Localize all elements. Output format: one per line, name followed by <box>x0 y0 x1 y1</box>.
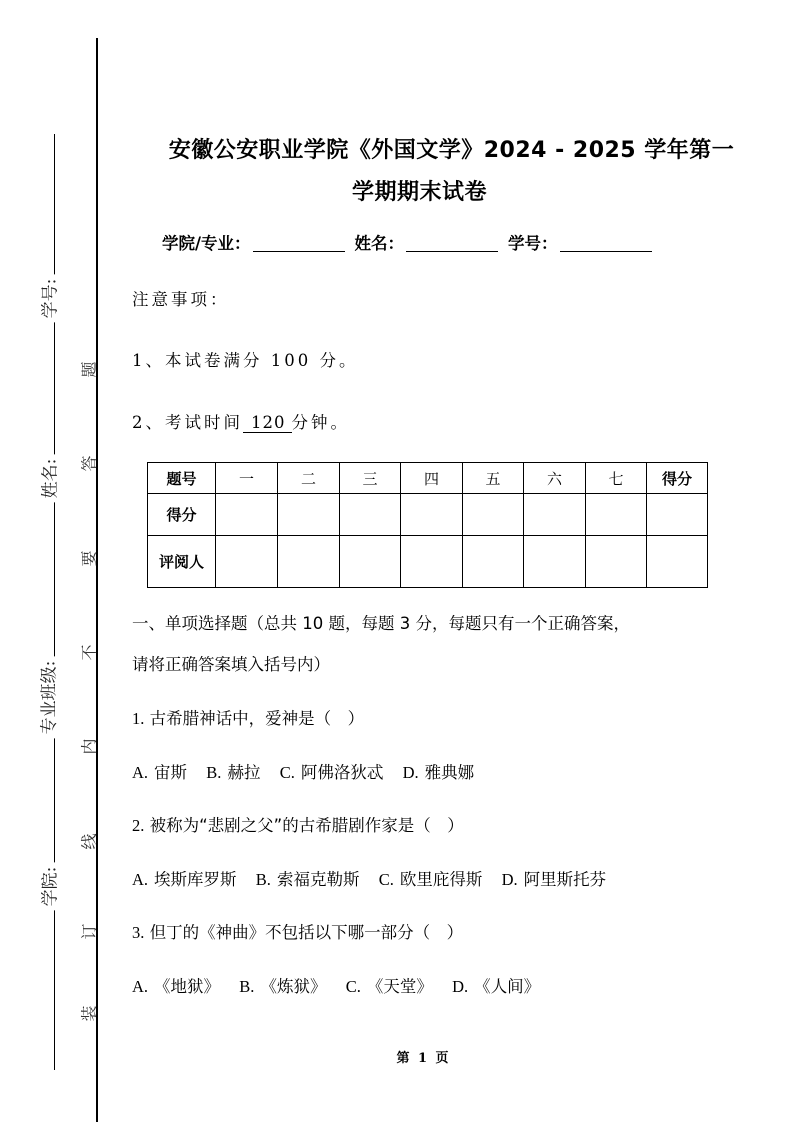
page-number: 第 1 页 <box>396 1051 449 1066</box>
score-table-header-row <box>148 463 708 494</box>
question-2-options <box>132 866 620 890</box>
reviewer-cell[interactable] <box>401 536 463 588</box>
option-text: 阿里斯托芬 <box>523 870 607 889</box>
option-text: 埃斯库罗斯 <box>154 870 237 889</box>
option-letter: C. <box>345 977 361 996</box>
margin-char-nei: 内 <box>79 738 99 755</box>
reviewer-cell[interactable] <box>278 536 340 588</box>
header-cell-1: 一 <box>216 463 278 494</box>
option-text: 《炼狱》 <box>260 977 327 996</box>
header-cell-question-number: 题号 <box>148 463 216 494</box>
question-3 <box>132 919 463 943</box>
college-major-field[interactable] <box>253 233 345 252</box>
option-a[interactable] <box>132 763 187 782</box>
option-text: 雅典娜 <box>424 763 475 782</box>
exam-title-line2: 学期期末试卷 <box>351 180 487 205</box>
option-c[interactable] <box>280 763 384 782</box>
score-cell[interactable] <box>586 494 647 536</box>
student-id-field[interactable] <box>560 233 652 252</box>
score-cell[interactable] <box>340 494 401 536</box>
option-letter: C. <box>378 870 394 889</box>
score-table <box>147 462 708 588</box>
option-d[interactable] <box>403 763 475 782</box>
option-text: 阿佛洛狄忒 <box>300 763 384 782</box>
option-text: 《人间》 <box>474 977 541 996</box>
reviewer-row-label: 评阅人 <box>148 536 216 588</box>
reviewer-row <box>148 536 708 588</box>
score-row-label: 得分 <box>148 494 216 536</box>
header-cell-6: 六 <box>524 463 586 494</box>
exam-duration-value: 120 <box>243 413 292 433</box>
option-letter: D. <box>452 977 469 996</box>
option-text: 《地狱》 <box>154 977 221 996</box>
score-cell[interactable] <box>216 494 278 536</box>
option-text: 欧里庇得斯 <box>399 870 483 889</box>
score-cell-total[interactable] <box>647 494 708 536</box>
name-label: 姓名： <box>354 234 405 253</box>
reviewer-cell[interactable] <box>463 536 524 588</box>
option-letter: A. <box>132 870 149 889</box>
reviewer-cell[interactable] <box>340 536 401 588</box>
question-text: 但丁的《神曲》不包括以下哪一部分（ ） <box>149 923 464 942</box>
exam-title-line1: 安徽公安职业学院《外国文学》2024 - 2025 学年第一 <box>168 138 735 163</box>
option-text: 赫拉 <box>227 763 261 782</box>
header-cell-3: 三 <box>340 463 401 494</box>
reviewer-cell-total[interactable] <box>647 536 708 588</box>
question-1-options <box>132 759 488 783</box>
margin-college-label: 学院: <box>35 863 60 911</box>
question-text: 被称为“悲剧之父”的古希腊剧作家是（ ） <box>149 816 464 835</box>
question-text: 古希腊神话中，爱神是（ ） <box>149 709 365 728</box>
option-a[interactable] <box>132 870 237 889</box>
header-cell-4: 四 <box>401 463 463 494</box>
score-cell[interactable] <box>278 494 340 536</box>
section1-heading-line2: 请将正确答案填入括号内） <box>132 655 330 674</box>
header-cell-7: 七 <box>586 463 647 494</box>
option-letter: D. <box>501 870 518 889</box>
margin-char-zhuang: 装 <box>79 1005 99 1022</box>
option-b[interactable] <box>206 763 260 782</box>
option-letter: C. <box>279 763 295 782</box>
margin-major-class-label: 专业班级: <box>34 657 59 739</box>
margin-student-id-label: 学号: <box>35 275 60 323</box>
option-text: 宙斯 <box>154 763 188 782</box>
notes-heading: 注意事项： <box>132 290 230 309</box>
question-number: 3. <box>132 923 145 942</box>
margin-char-bu: 不 <box>79 644 99 661</box>
option-letter: B. <box>239 977 255 996</box>
question-1 <box>132 705 364 729</box>
margin-char-ti: 题 <box>79 361 99 378</box>
option-b[interactable] <box>256 870 360 889</box>
option-a[interactable] <box>132 977 220 996</box>
option-d[interactable] <box>502 870 607 889</box>
option-text: 索福克勒斯 <box>276 870 360 889</box>
option-letter: B. <box>255 870 271 889</box>
option-letter: A. <box>132 977 149 996</box>
student-id-label: 学号： <box>508 234 558 253</box>
option-letter: B. <box>206 763 222 782</box>
score-cell[interactable] <box>463 494 524 536</box>
question-number: 1. <box>132 709 145 728</box>
note-full-score: 1、本试卷满分 100 分。 <box>132 351 359 370</box>
name-field[interactable] <box>406 233 498 252</box>
option-letter: A. <box>132 763 149 782</box>
margin-char-xian: 线 <box>79 833 99 850</box>
score-cell[interactable] <box>401 494 463 536</box>
score-row <box>148 494 708 536</box>
score-cell[interactable] <box>524 494 586 536</box>
question-3-options <box>132 973 554 997</box>
option-b[interactable] <box>239 977 326 996</box>
header-cell-5: 五 <box>463 463 524 494</box>
header-cell-2: 二 <box>278 463 340 494</box>
margin-name-label: 姓名: <box>35 455 60 503</box>
note-exam-time <box>132 409 350 433</box>
option-text: 《天堂》 <box>366 977 433 996</box>
reviewer-cell[interactable] <box>586 536 647 588</box>
section1-heading-line1: 一、单项选择题（总共 10 题，每题 3 分，每题只有一个正确答案， <box>132 614 630 633</box>
reviewer-cell[interactable] <box>216 536 278 588</box>
student-info-row <box>162 230 662 254</box>
question-number: 2. <box>132 816 145 835</box>
option-c[interactable] <box>379 870 483 889</box>
question-2 <box>132 812 464 836</box>
margin-char-da: 答 <box>79 455 99 472</box>
option-d[interactable] <box>452 977 540 996</box>
margin-char-yao: 要 <box>79 550 99 567</box>
margin-char-ding: 订 <box>79 923 99 940</box>
note-exam-time-suffix: 分钟。 <box>291 413 350 432</box>
reviewer-cell[interactable] <box>524 536 586 588</box>
option-c[interactable] <box>346 977 433 996</box>
header-cell-total: 得分 <box>647 463 708 494</box>
note-exam-time-prefix: 2、考试时间 <box>132 413 243 432</box>
college-major-label: 学院/专业： <box>162 234 251 253</box>
option-letter: D. <box>402 763 419 782</box>
